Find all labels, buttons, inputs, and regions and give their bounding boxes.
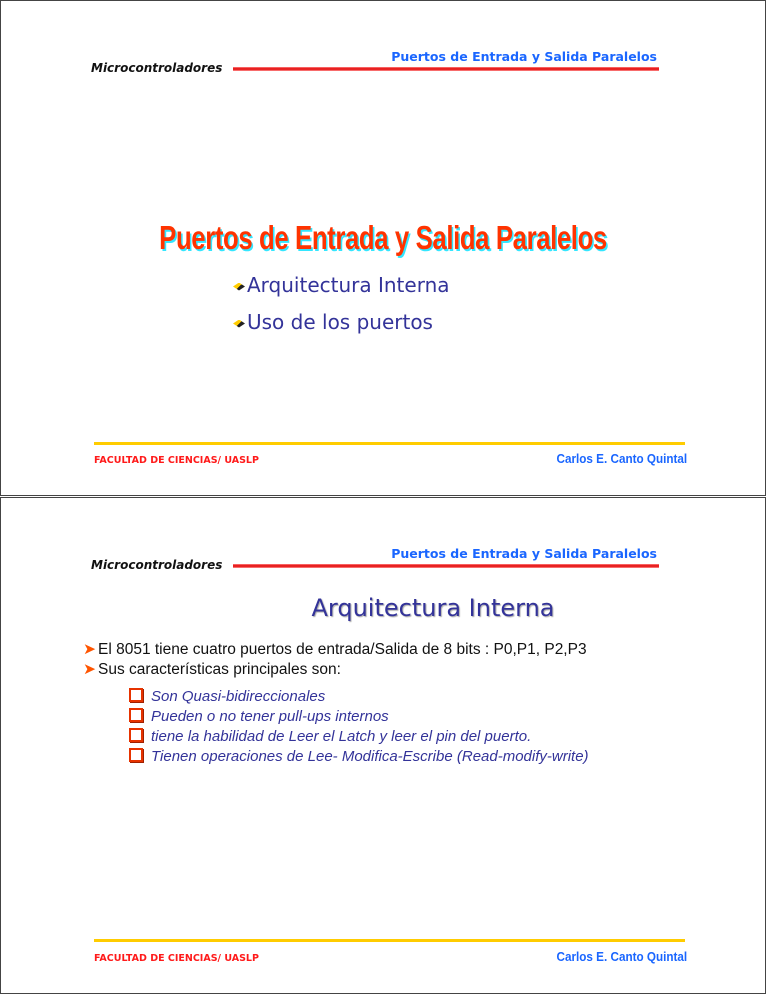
point-item	[83, 640, 587, 659]
footer-divider	[94, 939, 685, 942]
arrow-bullet-icon: ➤	[83, 661, 96, 678]
checkbox-bullet-icon	[129, 748, 143, 762]
feature-item	[129, 688, 325, 705]
feature-text: Son Quasi-bidireccionales	[151, 688, 326, 705]
feature-item	[129, 728, 531, 745]
bullet-text: Arquitectura Interna	[247, 273, 450, 297]
slide-2	[0, 497, 766, 994]
checkbox-bullet-icon	[129, 708, 143, 722]
arrow-bullet-icon: ➤	[83, 641, 96, 658]
feature-item	[129, 708, 389, 725]
header-course: Microcontroladores	[91, 558, 223, 572]
header-course: Microcontroladores	[91, 61, 223, 75]
feature-text: tiene la habilidad de Leer el Latch y leer el pin del puerto.	[151, 728, 532, 745]
footer-author: Carlos E. Canto Quintal	[556, 949, 687, 964]
diamond-bullet-icon	[233, 320, 245, 328]
slide-title: Puertos de Entrada y Salida Paralelos	[159, 219, 607, 256]
feature-item	[129, 748, 589, 765]
bullet-item	[233, 310, 433, 334]
header-section: Puertos de Entrada y Salida Paralelos	[391, 546, 657, 561]
diamond-bullet-icon	[233, 283, 245, 291]
footer-institution: FACULTAD DE CIENCIAS/ UASLP	[94, 953, 259, 964]
footer-divider	[94, 442, 685, 445]
point-item	[83, 660, 341, 679]
header-divider	[233, 67, 659, 71]
header-divider	[233, 564, 659, 568]
bullet-text: Uso de los puertos	[247, 310, 433, 334]
footer-author: Carlos E. Canto Quintal	[556, 451, 687, 466]
slide-1	[0, 0, 766, 496]
checkbox-bullet-icon	[129, 728, 143, 742]
bullet-item	[233, 273, 450, 297]
footer-institution: FACULTAD DE CIENCIAS/ UASLP	[94, 455, 259, 466]
header-section: Puertos de Entrada y Salida Paralelos	[391, 49, 657, 64]
feature-text: Pueden o no tener pull-ups internos	[151, 708, 389, 725]
point-text: El 8051 tiene cuatro puertos de entrada/Salida de 8 bits : P0,P1, P2,P3	[98, 641, 587, 658]
checkbox-bullet-icon	[129, 688, 143, 702]
feature-text: Tienen operaciones de Lee- Modifica-Escribe (Read-modify-write)	[151, 748, 589, 765]
point-text: Sus características principales son:	[98, 661, 341, 678]
slide-title: Arquitectura Interna	[311, 594, 555, 622]
